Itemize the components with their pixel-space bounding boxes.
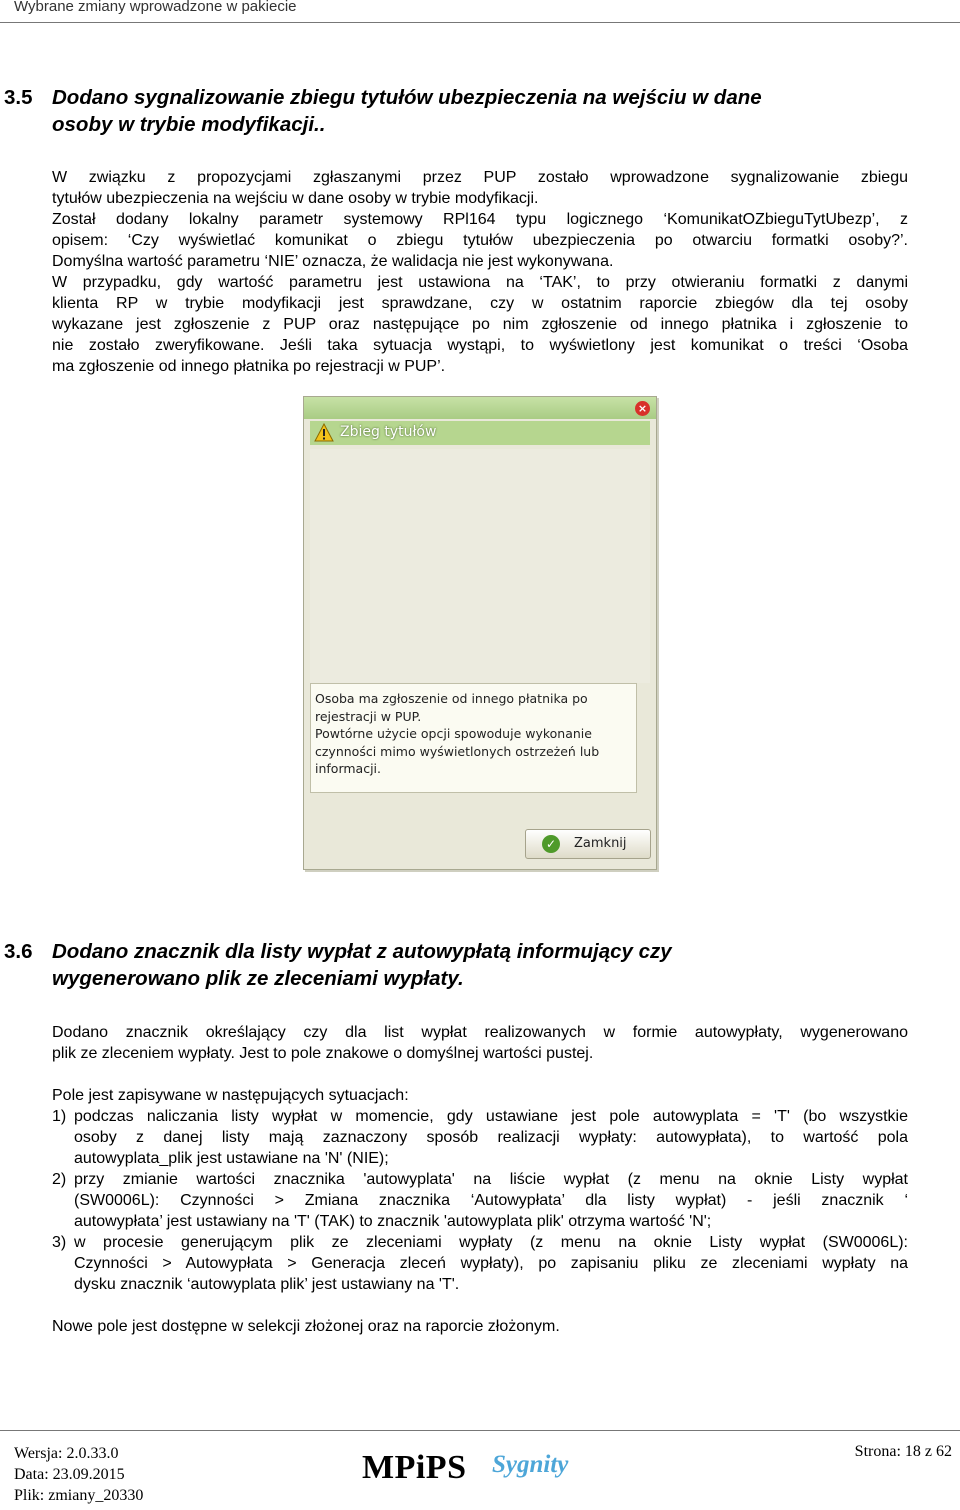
text-line: dysku znacznik ‘autowyplata plik’ jest ustawiany na 'T'. bbox=[74, 1276, 460, 1293]
text-line: wykazane jest zgłoszenie z PUP oraz następujące po nim zgłoszenie od innego płatnika i zgłoszenie to bbox=[52, 316, 908, 333]
text-line: (SW0006L): Czynności > Zmiana znacznika ‘Autowypłata’ dla listy wypłat) - jeśli znacznik ‘ bbox=[74, 1192, 908, 1209]
section-3-5-body bbox=[52, 167, 908, 377]
footer-page-number: Strona: 18 z 62 bbox=[854, 1443, 952, 1460]
list-item-number: 3) bbox=[52, 1234, 67, 1251]
dialog-titlebar bbox=[304, 397, 656, 419]
footer-meta bbox=[14, 1443, 143, 1506]
text-line: klienta RP w trybie modyfikacji jest sprawdzane, czy w ostatnim raporcie zbiegów dla tej osoby bbox=[52, 295, 908, 312]
dialog-screenshot bbox=[303, 396, 657, 870]
text-line: ma zgłoszenie od innego płatnika po rejestracji w PUP’. bbox=[52, 358, 446, 375]
close-dialog-button[interactable] bbox=[525, 829, 651, 859]
text-line: w procesie generującym plik ze zleceniami wypłaty (z menu na oknie Listy wypłat (SW0006L): bbox=[74, 1234, 908, 1251]
dialog-header-bar bbox=[310, 421, 650, 445]
footer-file: Plik: zmiany_20330 bbox=[14, 1487, 144, 1504]
text-line: Czynności > Autowypłata > Generacja zleceń wypłaty), po zapisaniu pliku ze zleceniami wypłaty na bbox=[74, 1255, 908, 1272]
mpips-logo: MPiPS bbox=[362, 1449, 467, 1486]
list-item-number: 2) bbox=[52, 1171, 67, 1188]
close-icon[interactable]: × bbox=[635, 401, 650, 416]
text-line: Został dodany lokalny parametr systemowy RPl164 typu logicznego ‘KomunikatOZbieguTytUbezp’, z bbox=[52, 211, 908, 228]
text-line: opisem: ‘Czy wyświetlać komunikat o zbiegu tytułów ubezpieczenia po otwarciu formatki osoby?’. bbox=[52, 232, 908, 249]
close-dialog-button-label: Zamknij bbox=[574, 836, 627, 851]
warning-icon bbox=[314, 423, 334, 442]
text-line: osoby z danej listy mają zaznaczony sposób realizacji wypłaty: autowypłata), to wartość pola bbox=[74, 1129, 908, 1146]
dialog-header-title: Zbieg tytułów bbox=[340, 424, 437, 440]
dialog-message bbox=[310, 683, 637, 793]
page-footer bbox=[0, 1430, 960, 1510]
checkmark-icon: ✓ bbox=[542, 835, 560, 853]
text-line: podczas naliczania listy wypłat w momencie, gdy ustawiane jest pole autowyplata = 'T' (bo wszystkie bbox=[74, 1108, 908, 1125]
section-title-line2: wygenerowano plik ze zleceniami wypłaty. bbox=[52, 967, 464, 990]
message-line: Osoba ma zgłoszenie od innego płatnika po bbox=[315, 691, 588, 706]
section-title-line1: Dodano znacznik dla listy wypłat z autowypłatą informujący czy bbox=[52, 940, 672, 963]
text-line: nie zostało zweryfikowane. Jeśli taka sytuacja wystąpi, to wyświetlony jest komunikat o treści ‘Osoba bbox=[52, 337, 908, 354]
section-number: 3.5 bbox=[4, 86, 33, 109]
message-line: informacji. bbox=[315, 761, 381, 776]
text-line: tytułów ubezpieczenia na wejściu w dane osoby w trybie modyfikacji. bbox=[52, 190, 539, 207]
list-item-number: 1) bbox=[52, 1108, 67, 1125]
footer-version: Wersja: 2.0.33.0 bbox=[14, 1445, 119, 1462]
section-3-6-intro: Pole jest zapisywane w następujących sytuacjach: bbox=[52, 1087, 409, 1104]
message-line: czynności mimo wyświetlonych ostrzeżeń lub bbox=[315, 743, 600, 759]
header-text: Wybrane zmiany wprowadzone w pakiecie bbox=[14, 0, 297, 15]
section-3-6-closing: Nowe pole jest dostępne w selekcji złożonej oraz na raporcie złożonym. bbox=[52, 1318, 560, 1335]
text-line: przy zmianie wartości znacznika 'autowyplata' na liście wypłat (z menu na oknie Listy wypłat bbox=[74, 1171, 908, 1188]
page-header bbox=[0, 0, 960, 23]
footer-date: Data: 23.09.2015 bbox=[14, 1466, 125, 1483]
text-line: W związku z propozycjami zgłaszanymi przez PUP zostało wprowadzone sygnalizowanie zbiegu bbox=[52, 169, 908, 186]
dialog-body bbox=[310, 449, 650, 683]
section-title-line2: osoby w trybie modyfikacji.. bbox=[52, 113, 326, 136]
section-title-line1: Dodano sygnalizowanie zbiegu tytułów ubezpieczenia na wejściu w dane bbox=[52, 86, 762, 109]
section-number: 3.6 bbox=[4, 940, 33, 963]
text-line: autowypłata’ jest ustawiany na 'T' (TAK) to znacznik 'autowyplata plik' otrzyma wartość 'N'; bbox=[74, 1213, 712, 1230]
message-line: Powtórne użycie opcji spowoduje wykonanie bbox=[315, 726, 592, 741]
text-line: plik ze zleceniem wypłaty. Jest to pole znakowe o domyślnej wartości pustej. bbox=[52, 1045, 594, 1062]
text-line: autowyplata_plik jest ustawiane na 'N' (NIE); bbox=[74, 1150, 389, 1167]
section-3-6-para1 bbox=[52, 1022, 908, 1064]
text-line: W przypadku, gdy wartość parametru jest ustawiona na ‘TAK’, to przy otwieraniu formatki z danymi bbox=[52, 274, 908, 291]
message-line: rejestracji w PUP. bbox=[315, 708, 422, 724]
text-line: Dodano znacznik określający czy dla list wypłat realizowanych w formie autowypłaty, wygenerowano bbox=[52, 1024, 908, 1041]
sygnity-logo: Sygnity bbox=[492, 1451, 569, 1478]
text-line: Domyślna wartość parametru ‘NIE’ oznacza, że walidacja nie jest wykonywana. bbox=[52, 253, 614, 270]
